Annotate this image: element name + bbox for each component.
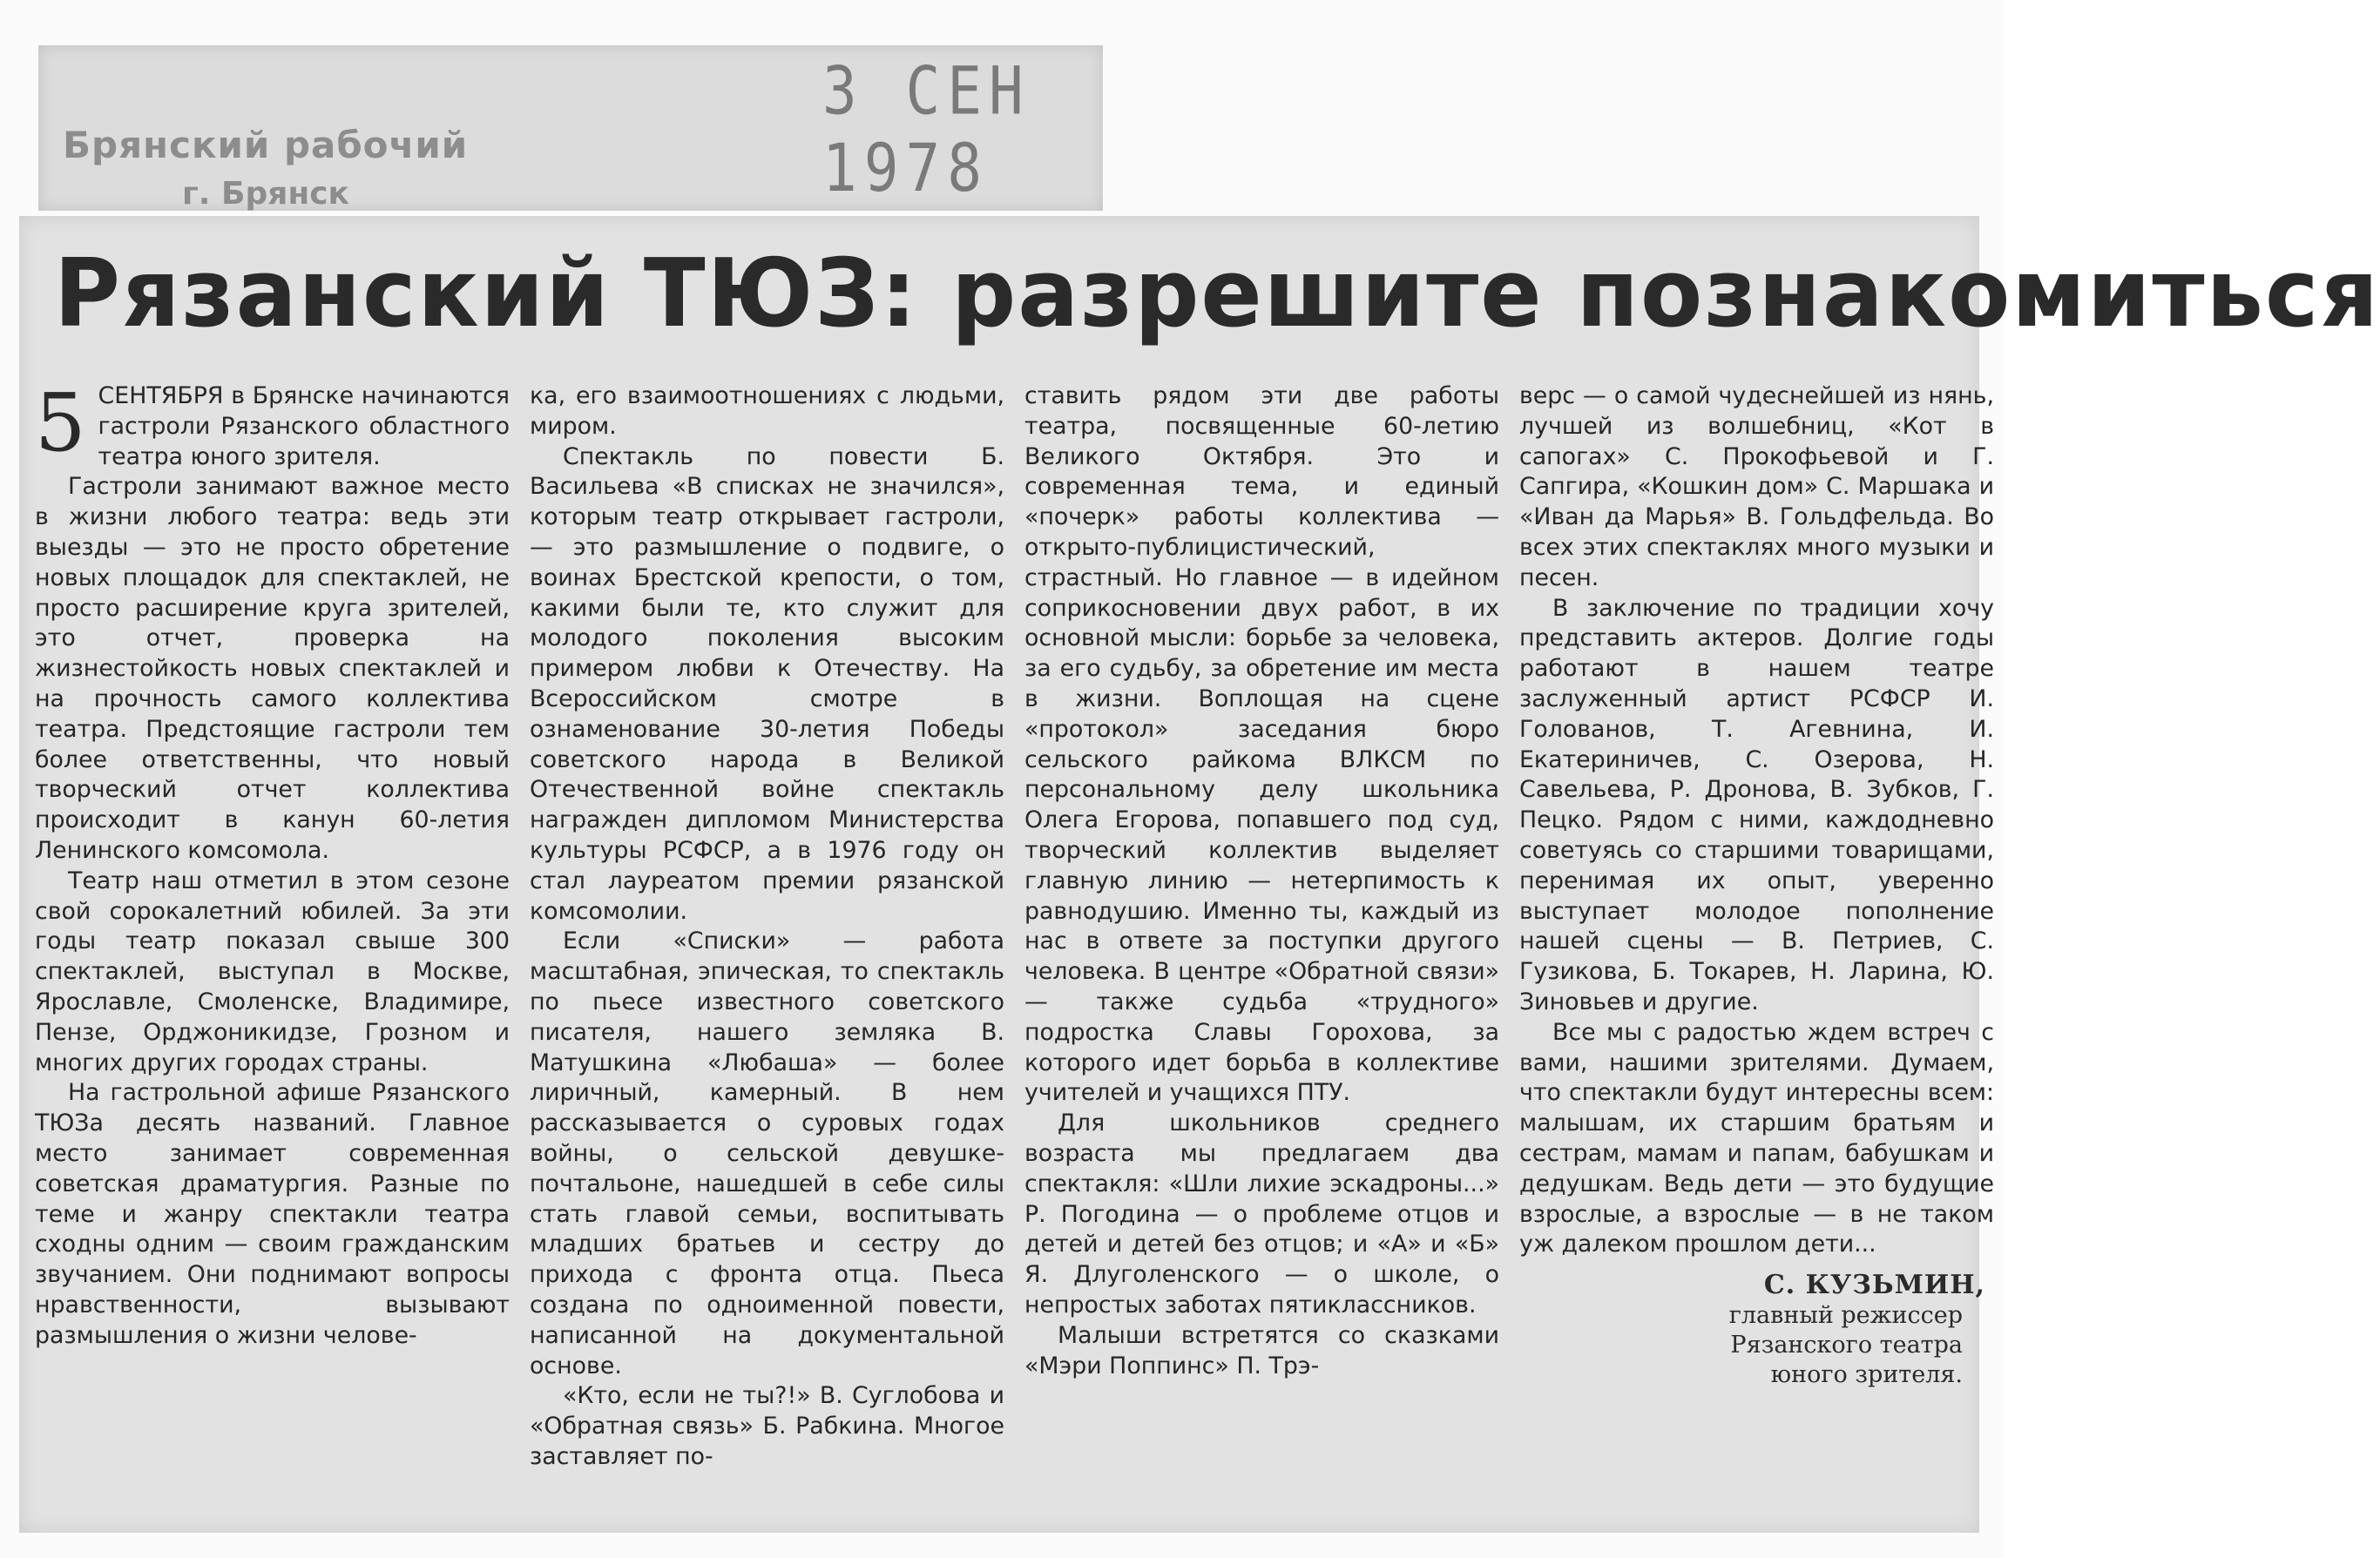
article-headline: Рязанский ТЮЗ: разрешите познакомиться xyxy=(54,239,2380,348)
paragraph: Театр наш отметил в этом сезоне свой сорокалетний юбилей. За эти годы театр показал свыше 300 спектаклей, выступал в Москве, Ярославле, Смоленске, Владимире, Пензе, Орджоникидзе, Грозном и многих других городах страны. xyxy=(35,867,510,1076)
drop-cap: 5 xyxy=(35,376,86,469)
article-column-1 xyxy=(35,376,510,1514)
paragraph: Все мы с радостью ждем встреч с вами, нашими зрителями. Думаем, что спектакли будут интересны всем: малышам, их старшим братьям и сестрам, мамам и папам, бабушкам и дедушкам. Ведь дети — это будущие взрослые, а взрослые — в не таком уж далеком прошлом дети... xyxy=(1519,1018,1994,1258)
paragraph: Малыши встретятся со сказками «Мэри Поппинс» П. Трэ- xyxy=(1024,1321,1499,1379)
article-column-2 xyxy=(530,381,1004,1514)
author-role xyxy=(1519,1301,1994,1390)
paragraph: СЕНТЯБРЯ в Брянске начинаются гастроли Рязанского областного театра юного зрителя. xyxy=(98,382,510,470)
paragraph: Спектакль по повести Б. Васильева «В списках не значился», которым театр открывает гастроли, — это размышление о подвиге, о воинах Брестской крепости, о том, какими были те, кто служит для молодого поколения высоким примером любви к Отечеству. На Всероссийском смотре в ознаменование 30-летия Победы советского народа в Великой Отечественной войне спектакль награжден дипломом Министерства культуры РСФСР, а в 1976 году он стал лауреатом премии рязанской комсомолии. xyxy=(530,442,1004,925)
article-column-4 xyxy=(1519,381,1994,1514)
date-stamp: 3 СЕН 1978 xyxy=(822,52,1031,207)
article-columns xyxy=(35,376,1994,1514)
author-signature: С. КУЗЬМИН, xyxy=(1763,1270,1985,1301)
paragraph: Для школьников среднего возраста мы предлагаем два спектакля: «Шли лихие эскадроны...» Р. Погодина — о проблеме отцов и детей и детей без отцов; и «А» и «Б» Я. Длуголенского — о школе, о непростых заботах пятиклассников. xyxy=(1024,1109,1499,1319)
newspaper-city: г. Брянск xyxy=(182,176,349,212)
paragraph: ставить рядом эти две работы театра, посвященные 60-летию Великого Октября. Это и современная тема, и единый «почерк» работы коллектива — открыто-публицистический, страстный. Но главное — в идейном соприкосновении двух работ, в их основной мысли: борьбе за человека, за его судьбу, за обретение им места в жизни. Воплощая на сцене «протокол» заседания бюро сельского райкома ВЛКСМ по персональному делу школьника Олега Егорова, попавшего под суд, творческий коллектив выделяет главную линию — нетерпимость к равнодушию. Именно ты, каждый из нас в ответе за поступки другого человека. В центре «Обратной связи» — также судьба «трудного» подростка Славы Горохова, за которого идет борьба в коллективе учителей и учащихся ПТУ. xyxy=(1024,382,1499,1107)
paragraph: ка, его взаимоотношениях с людьми, миром. xyxy=(530,382,1004,440)
article-clipping xyxy=(19,216,2380,1533)
paragraph: Гастроли занимают важное место в жизни любого театра: ведь эти выезды — это не просто обретение новых площадок для спектаклей, не просто расширение круга зрителей, это отчет, проверка на жизнестойкость новых спектаклей и на прочность самого коллектива театра. Предстоящие гастроли тем более ответственны, что новый творческий отчет коллектива происходит в канун 60-летия Ленинского комсомола. xyxy=(35,473,510,864)
article-column-3 xyxy=(1024,381,1499,1514)
paragraph: На гастрольной афише Рязанского ТЮЗа десять названий. Главное место занимает современная советская драматургия. Разные по теме и жанру спектакли театра сходны одним — своим гражданским звучанием. Они поднимают вопросы нравственности, вызывают размышления о жизни челове- xyxy=(35,1079,510,1349)
paragraph: В заключение по традиции хочу представить актеров. Долгие годы работают в нашем театре заслуженный артист РСФСР И. Голованов, Т. Агевнина, И. Екатериничев, С. Озерова, Н. Савельева, Р. Дронова, В. Зубков, Г. Пецко. Рядом с ними, каждодневно советуясь со старшими товарищами, перенимая их опыт, уверенно выступает молодое пополнение нашей сцены — В. Петриев, С. Гузикова, Б. Токарев, Н. Ларина, Ю. Зиновьев и другие. xyxy=(1519,594,1994,1015)
paragraph: верс — о самой чудеснейшей из нянь, лучшей из волшебниц, «Кот в сапогах» С. Прокофьевой и Г. Сапгира, «Кошкин дом» С. Маршака и «Иван да Марья» В. Гольдфельда. Во всех этих спектаклях много музыки и песен. xyxy=(1519,382,1994,591)
author-role-line: юного зрителя. xyxy=(1770,1360,1963,1388)
newspaper-name: Брянский рабочий xyxy=(63,124,469,166)
paragraph: «Кто, если не ты?!» В. Суглобова и «Обратная связь» Б. Рабкина. Многое заставляет по- xyxy=(530,1382,1004,1470)
paragraph: Если «Списки» — работа масштабная, эпическая, то спектакль по пьесе известного советского писателя, нашего земляка В. Матушкина «Любаша» — более лиричный, камерный. В нем рассказывается о суровых годах войны, о сельской девушке-почтальоне, нашедшей в себе силы стать главой семьи, воспитывать младших братьев и сестру до прихода с фронта отца. Пьеса создана по одноименной повести, написанной на документальной основе. xyxy=(530,927,1004,1379)
masthead-slip xyxy=(38,45,1103,211)
author-role-line: главный режиссер xyxy=(1728,1301,1963,1329)
author-role-line: Рязанского театра xyxy=(1730,1331,1963,1359)
